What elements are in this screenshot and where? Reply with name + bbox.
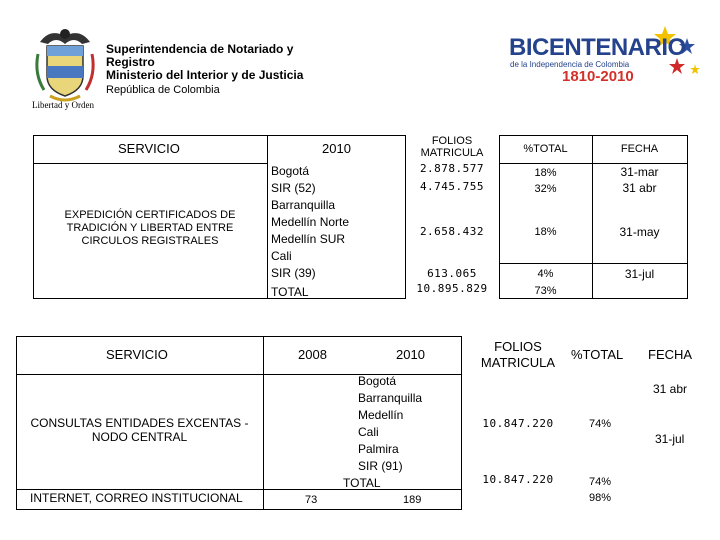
table2-header-total: %TOTAL bbox=[571, 347, 624, 362]
table2-value-2008: 73 bbox=[305, 494, 318, 506]
table2-header-folios-line1: FOLIOS bbox=[494, 339, 542, 354]
table1-date-2: 31-may bbox=[619, 225, 660, 239]
table1-header-total: %TOTAL bbox=[523, 143, 568, 155]
table1-circle-3: Medellín Norte bbox=[271, 215, 350, 229]
table1-service-line1: EXPEDICIÓN CERTIFICADOS DE bbox=[64, 209, 236, 221]
table1-folios-3: 613.065 bbox=[427, 267, 477, 280]
table1-pct-2: 18% bbox=[534, 226, 557, 238]
table2-date-2: 31-jul bbox=[655, 432, 685, 446]
table1-pct-4: 73% bbox=[534, 285, 557, 297]
table2-service2-name: INTERNET, CORREO INSTITUCIONAL bbox=[30, 491, 243, 505]
table1-header-fecha: FECHA bbox=[620, 143, 659, 155]
table2-pct-1: 74% bbox=[589, 418, 612, 430]
table1-header-2010: 2010 bbox=[322, 141, 351, 156]
table1-folios-4: 10.895.829 bbox=[416, 282, 488, 295]
table2-pct-2: 74% bbox=[589, 476, 612, 488]
table1-circle-1: SIR (52) bbox=[271, 181, 316, 195]
table1-circle-7: TOTAL bbox=[271, 285, 309, 299]
country-name: República de Colombia bbox=[106, 84, 220, 96]
table1-pct-3: 4% bbox=[537, 268, 554, 280]
table1-date-0: 31-mar bbox=[620, 165, 659, 179]
table2-header-fecha: FECHA bbox=[648, 347, 693, 362]
table2-date-1: 31 abr bbox=[653, 382, 688, 396]
table1-circle-6: SIR (39) bbox=[271, 266, 316, 280]
table1-pct-0: 18% bbox=[534, 167, 557, 179]
org-name-line1: Superintendencia de Notariado y bbox=[106, 42, 294, 56]
table2-header-2008: 2008 bbox=[298, 347, 327, 362]
table1-header-folios-line1: FOLIOS bbox=[431, 135, 473, 147]
table2-circle-5: SIR (91) bbox=[358, 459, 403, 473]
bicentenario-years: 1810-2010 bbox=[562, 68, 634, 85]
table1-folios-1: 4.745.755 bbox=[419, 180, 485, 193]
table2-header-folios bbox=[468, 339, 568, 371]
table1-header-servicio: SERVICIO bbox=[118, 141, 180, 156]
table1-pct-1: 32% bbox=[534, 183, 557, 195]
table2-value-2010: 189 bbox=[403, 494, 422, 506]
table2-circles-total: TOTAL bbox=[343, 476, 381, 490]
table1-service-line3: CIRCULOS REGISTRALES bbox=[81, 235, 219, 247]
ministry-name: Ministerio del Interior y de Justicia bbox=[106, 68, 304, 82]
bicentenario-title: BICENTENARIO bbox=[509, 34, 686, 61]
bicentenario-subtitle: de la Independencia de Colombia bbox=[510, 60, 630, 69]
table1-date-1: 31 abr bbox=[622, 181, 657, 195]
table2-service1-line2: NODO CENTRAL bbox=[91, 430, 188, 444]
table2-circle-2: Medellín bbox=[358, 408, 404, 422]
table2-header-servicio: SERVICIO bbox=[106, 347, 168, 362]
table2-circle-3: Cali bbox=[358, 425, 379, 439]
table2-service1-line1: CONSULTAS ENTIDADES EXCENTAS - bbox=[30, 416, 249, 430]
table2-folios-1: 10.847.220 bbox=[482, 417, 554, 430]
table2-folios-2: 10.847.220 bbox=[482, 473, 554, 486]
table1-header-folios bbox=[412, 135, 492, 159]
table2-header-2010: 2010 bbox=[396, 347, 425, 362]
table1-circle-4: Medellín SUR bbox=[271, 232, 346, 246]
table2-service1-name bbox=[16, 416, 263, 444]
table1-header-folios-line2: MATRICULA bbox=[420, 147, 484, 159]
table1-service-name bbox=[33, 209, 267, 248]
table1-folios-2: 2.658.432 bbox=[419, 225, 485, 238]
table1-circle-5: Cali bbox=[271, 249, 292, 263]
table2-header-folios-line2: MATRICULA bbox=[480, 355, 556, 370]
table2-circle-4: Palmira bbox=[358, 442, 399, 456]
table1-folios-0: 2.878.577 bbox=[419, 162, 485, 175]
table1-date-3: 31-jul bbox=[624, 267, 655, 281]
table1-circle-2: Barranquilla bbox=[271, 198, 336, 212]
table2-pct-3: 98% bbox=[589, 492, 612, 504]
table2-circle-0: Bogotá bbox=[358, 374, 397, 388]
org-name-line2: Registro bbox=[106, 55, 155, 69]
table1-service-line2: TRADICIÓN Y LIBERTAD ENTRE bbox=[66, 222, 234, 234]
motto-text: Libertad y Orden bbox=[32, 100, 94, 110]
table1-circle-0: Bogotá bbox=[271, 164, 310, 178]
table2-circle-1: Barranquilla bbox=[358, 391, 423, 405]
